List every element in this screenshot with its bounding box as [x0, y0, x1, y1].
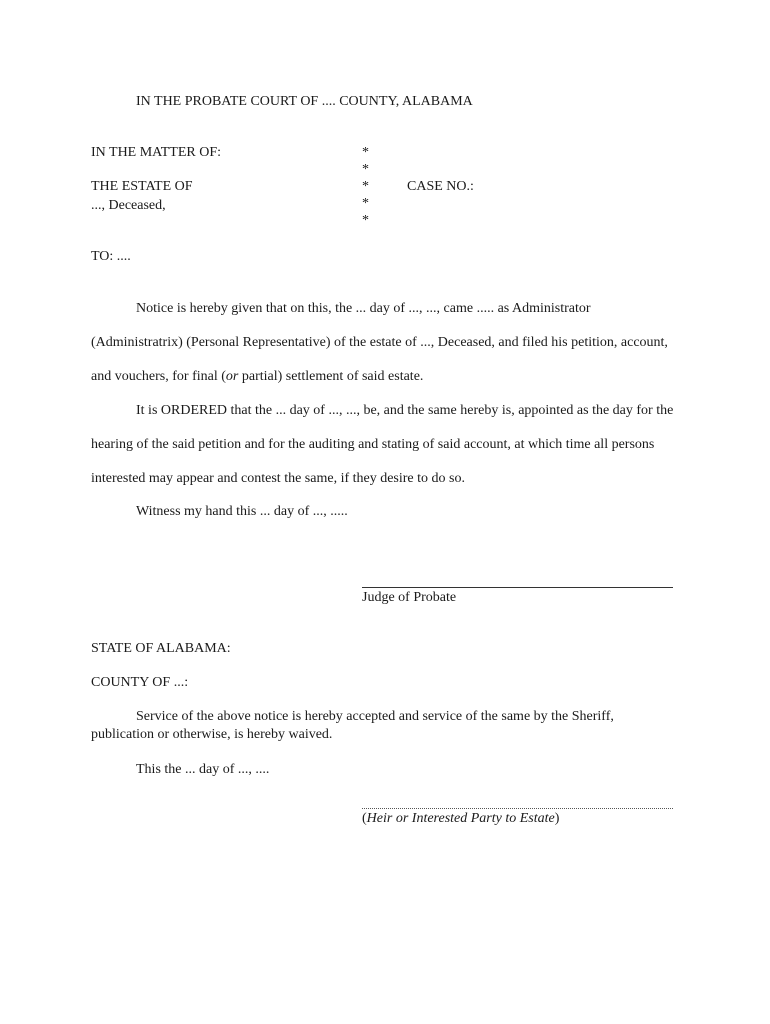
notice-text-part2: partial) settlement of said estate. — [238, 369, 424, 384]
witness-line: Witness my hand this ... day of ..., ..... — [136, 504, 348, 519]
county-label: COUNTY OF ...: — [91, 675, 189, 690]
court-title: IN THE PROBATE COURT OF .... COUNTY, ALABAMA — [136, 94, 473, 109]
caption-asterisk: * — [362, 196, 369, 211]
caption-asterisk: * — [362, 145, 369, 160]
heir-signature-line — [362, 808, 673, 809]
heir-signature-caption — [362, 811, 559, 827]
heir-close-paren: ) — [554, 811, 560, 826]
caption-asterisk: * — [362, 213, 369, 228]
estate-label: THE ESTATE OF — [91, 179, 193, 194]
heir-open-paren: ( — [362, 811, 367, 826]
notice-paragraph — [91, 292, 681, 394]
judge-signature-label: Judge of Probate — [362, 590, 457, 605]
service-acceptance-paragraph: Service of the above notice is hereby accepted and service of the same by the Sheriff, publication or otherwise, is hereby waived. — [91, 709, 614, 742]
matter-label: IN THE MATTER OF: — [91, 145, 222, 160]
caption-asterisk-column — [362, 144, 369, 229]
deceased-line: ..., Deceased, — [91, 198, 166, 213]
case-number-label: CASE NO.: — [407, 179, 474, 194]
notice-text-part1: Notice is hereby given that on this, the ... day of ..., ..., came ..... as Administrator (Administratrix) (Personal Representative) of the estate of ..., Deceased, and filed his petition, account, and vouchers, for final ( — [91, 301, 668, 384]
to-line: TO: .... — [91, 249, 131, 264]
order-paragraph: It is ORDERED that the ... day of ..., ..., be, and the same hereby is, appointed as the day for the hearing of the said petition and for the auditing and stating of said account, at which time all persons interested may appear and contest the same, if they desire to do so. — [91, 403, 674, 486]
judge-signature-line — [362, 587, 673, 588]
notice-italic-or: or — [225, 369, 239, 384]
heir-signature-label: Heir or Interested Party to Estate — [366, 811, 555, 826]
caption-asterisk: * — [362, 179, 369, 194]
this-the-date-line: This the ... day of ..., .... — [136, 762, 270, 777]
caption-asterisk: * — [362, 162, 369, 177]
state-label: STATE OF ALABAMA: — [91, 641, 231, 656]
